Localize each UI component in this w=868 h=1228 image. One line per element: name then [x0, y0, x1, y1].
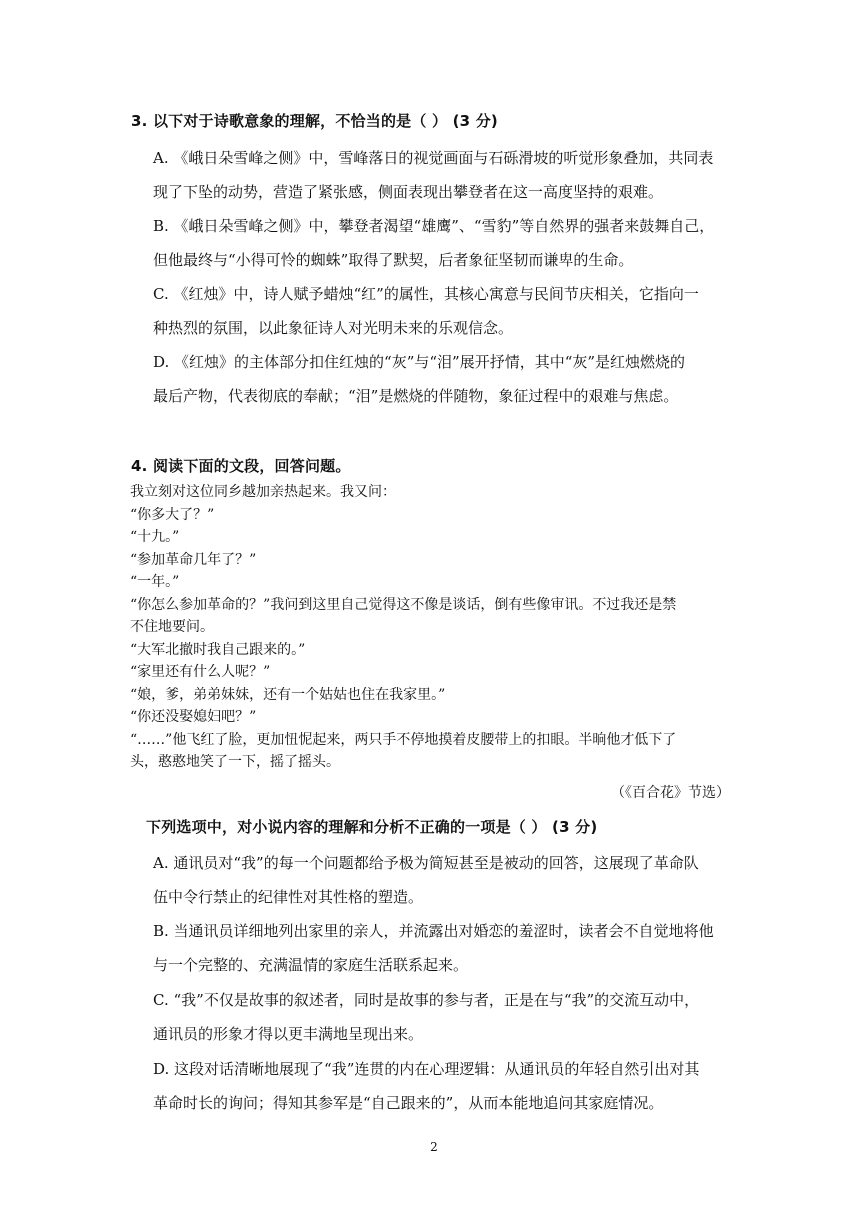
- page-number: 2: [430, 1140, 438, 1154]
- option-line: B. 《峨日朵雪峰之侧》中，攀登者渴望“雄鹰”、“雪豹”等自然界的强者来鼓舞自己，: [153, 217, 715, 235]
- passage-line: 我立刻对这位同乡越加亲热起来。我又问：: [130, 484, 396, 500]
- passage-line: 头，憨憨地笑了一下，摇了摇头。: [130, 754, 340, 770]
- question-3-option-c: [153, 277, 743, 345]
- option-line: 但他最终与“小得可怜的蜘蛛”取得了默契，后者象征坚韧而谦卑的生命。: [153, 251, 634, 269]
- passage-line: “你多大了？”: [130, 506, 215, 523]
- passage-line: “十九。”: [130, 529, 180, 545]
- option-line: C. 《红烛》中，诗人赋予蜡烛“红”的属性，其核心寓意与民间节庆相关，它指向一: [153, 285, 699, 303]
- option-line: C. “我”不仅是故事的叙述者，同时是故事的参与者，正是在与“我”的交流互动中，: [153, 991, 700, 1009]
- option-line: 革命时长的询问；得知其参军是“自己跟来的”，从而本能地追问其家庭情况。: [153, 1094, 664, 1112]
- question-4-option-d: [153, 1052, 743, 1120]
- option-line: A. 《峨日朵雪峰之侧》中，雪峰落日的视觉画面与石砾滑坡的听觉形象叠加，共同表: [153, 149, 714, 167]
- question-4-option-c: [153, 983, 743, 1051]
- option-line: 通讯员的形象才得以更丰满地呈现出来。: [153, 1025, 424, 1043]
- passage-line: “大军北撤时我自己跟来的。”: [130, 641, 306, 658]
- passage-line: “娘，爹，弟弟妹妹，还有一个姑姑也住在我家里。”: [130, 686, 446, 703]
- passage-line: “你怎么参加革命的？”我问到这里自己觉得这不像是谈话，倒有些像审讯。不过我还是禁: [130, 596, 677, 613]
- reading-passage: [130, 481, 745, 774]
- question-4-subquestion: 下列选项中，对小说内容的理解和分析不正确的一项是（ ） (3 分): [146, 818, 598, 836]
- option-line: 现了下坠的动势，营造了紧张感，侧面表现出攀登者在这一高度坚持的艰难。: [153, 183, 664, 201]
- option-line: 种热烈的氛围，以此象征诗人对光明未来的乐观信念。: [153, 319, 514, 337]
- question-3-title: 3. 以下对于诗歌意象的理解，不恰当的是（ ） (3 分): [131, 112, 498, 130]
- option-line: D. 这段对话清晰地展现了“我”连贯的内在心理逻辑：从通讯员的年轻自然引出对其: [153, 1060, 700, 1078]
- passage-line: “你还没娶媳妇吧？”: [130, 709, 257, 725]
- option-line: 伍中令行禁止的纪律性对其性格的塑造。: [153, 888, 424, 906]
- passage-line: “一年。”: [130, 574, 180, 590]
- question-3-option-b: [153, 209, 743, 277]
- passage-line: “……”他飞红了脸，更加忸怩起来，两只手不停地摸着皮腰带上的扣眼。半晌他才低下了: [130, 731, 677, 748]
- passage-line: 不住地要问。: [130, 619, 214, 635]
- question-3-option-d: [153, 345, 743, 413]
- passage-line: “参加革命几年了？”: [130, 551, 257, 568]
- question-4-title: 4. 阅读下面的文段，回答问题。: [131, 457, 351, 475]
- option-line: 与一个完整的、充满温情的家庭生活联系起来。: [153, 956, 469, 974]
- option-line: D. 《红烛》的主体部分扣住红烛的“灰”与“泪”展开抒情，其中“灰”是红烛燃烧的: [153, 353, 686, 371]
- passage-line: “家里还有什么人呢？”: [130, 664, 271, 680]
- question-4-option-a: [153, 846, 743, 914]
- passage-source: （《百合花》节选）: [611, 785, 730, 801]
- option-line: A. 通讯员对“我”的每一个问题都给予极为简短甚至是被动的回答，这展现了革命队: [153, 854, 699, 872]
- question-4-option-b: [153, 914, 743, 982]
- option-line: B. 当通讯员详细地列出家里的亲人，并流露出对婚恋的羞涩时，读者会不自觉地将他: [153, 922, 714, 940]
- option-line: 最后产物，代表彻底的奉献；“泪”是燃烧的伴随物，象征过程中的艰难与焦虑。: [153, 387, 679, 405]
- question-3-option-a: [153, 141, 743, 209]
